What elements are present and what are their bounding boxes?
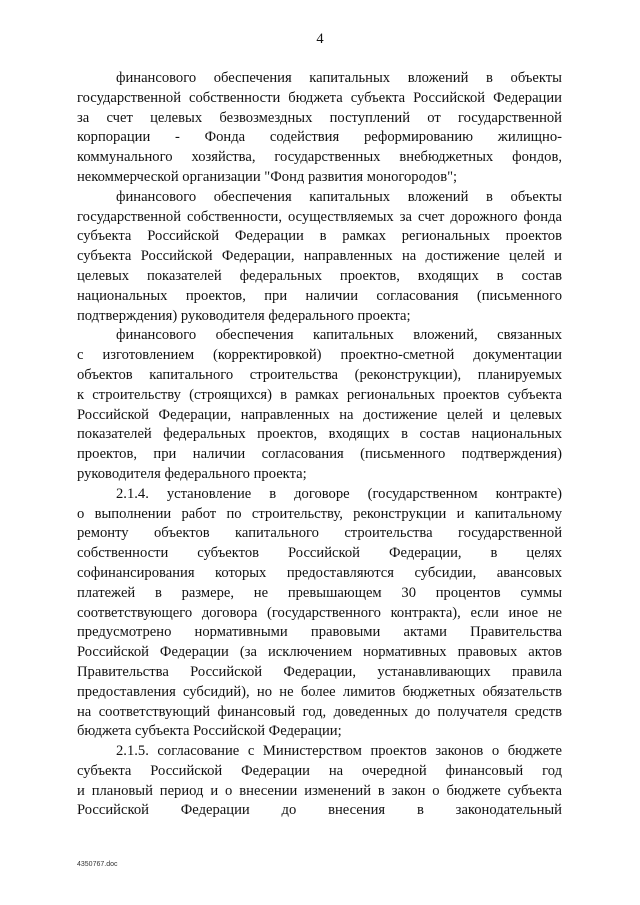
- paragraph-line: соответствующего договора (государственного контракта), если иное не: [77, 604, 562, 621]
- paragraph-line: к строительству (строящихся) в рамках региональных проектов субъекта: [77, 386, 562, 403]
- paragraph-line: финансового обеспечения капитальных вложений в объекты: [116, 70, 562, 86]
- paragraph-line: и плановый период и о внесении изменений в закон о бюджете субъекта: [77, 782, 562, 799]
- page-number: 4: [316, 31, 324, 47]
- document-filename: 4350767.doc: [77, 861, 118, 868]
- paragraph-line: предусмотрено нормативными правовыми актами Правительства: [77, 624, 562, 641]
- paragraph-line: подтверждения) руководителя федерального проекта;: [77, 307, 411, 324]
- paragraph-line: на соответствующий финансовый год, доведенных до получателя средств: [77, 703, 562, 720]
- paragraph-line: государственной собственности бюджета субъекта Российской Федерации: [77, 89, 562, 106]
- paragraph-line: собственности субъектов Российской Федерации, в целях: [77, 545, 562, 562]
- document-body: [77, 69, 562, 821]
- paragraph-line: предоставления субсидий), но не более лимитов бюджетных обязательств: [77, 683, 562, 700]
- paragraph-line: корпорации - Фонда содействия реформированию жилищно-: [77, 129, 562, 146]
- paragraph-line: Российской Федерации (за исключением нормативных правовых актов: [77, 644, 562, 661]
- paragraph-line: софинансирования которых предоставляются субсидии, авансовых: [77, 564, 562, 581]
- paragraph-line: платежей в размере, не превышающем 30 процентов суммы: [77, 584, 562, 601]
- paragraph-line: показателей федеральных проектов, входящих в состав национальных: [77, 426, 562, 443]
- paragraph-line: 2.1.5. согласование с Министерством проектов законов о бюджете: [116, 743, 562, 760]
- paragraph-line: финансового обеспечения капитальных вложений в объекты: [116, 188, 562, 205]
- paragraph-line: за счет целевых безвозмездных поступлений от государственной: [77, 109, 562, 126]
- paragraph-line: 2.1.4. установление в договоре (государственном контракте): [116, 485, 562, 502]
- paragraph-line: государственной собственности, осуществляемых за счет дорожного фонда: [77, 208, 562, 225]
- paragraph-line: субъекта Российской Федерации в рамках региональных проектов: [77, 228, 562, 245]
- paragraph-line: проектов, при наличии согласования (письменного подтверждения): [77, 446, 562, 463]
- paragraph-line: национальных проектов, при наличии согласования (письменного: [77, 287, 562, 304]
- paragraph-line: субъекта Российской Федерации на очередной финансовый год: [77, 762, 562, 779]
- paragraph-line: субъекта Российской Федерации, направленных на достижение целей и: [77, 248, 562, 265]
- paragraph-line: Правительства Российской Федерации, устанавливающих правила: [77, 663, 562, 680]
- paragraph-line: Российской Федерации до внесения в законодательный: [77, 802, 562, 819]
- paragraph-line: о выполнении работ по строительству, реконструкции и капитальному: [77, 505, 562, 522]
- paragraph-line: некоммерческой организации "Фонд развития моногородов";: [77, 168, 458, 185]
- paragraph-line: целевых показателей федеральных проектов, входящих в состав: [77, 267, 562, 284]
- paragraph-line: с изготовлением (корректировкой) проектно-сметной документации: [77, 347, 562, 364]
- paragraph-line: объектов капитального строительства (реконструкции), планируемых: [77, 366, 562, 383]
- paragraph-line: руководителя федерального проекта;: [77, 465, 307, 482]
- paragraph-line: финансового обеспечения капитальных вложений, связанных: [116, 327, 562, 344]
- paragraph-line: ремонту объектов капитального строительства государственной: [77, 525, 562, 542]
- paragraph-line: Российской Федерации, направленных на достижение целей и целевых: [77, 406, 562, 423]
- paragraph-line: бюджета субъекта Российской Федерации;: [77, 723, 342, 740]
- paragraph-line: коммунального хозяйства, государственных внебюджетных фондов,: [77, 149, 562, 166]
